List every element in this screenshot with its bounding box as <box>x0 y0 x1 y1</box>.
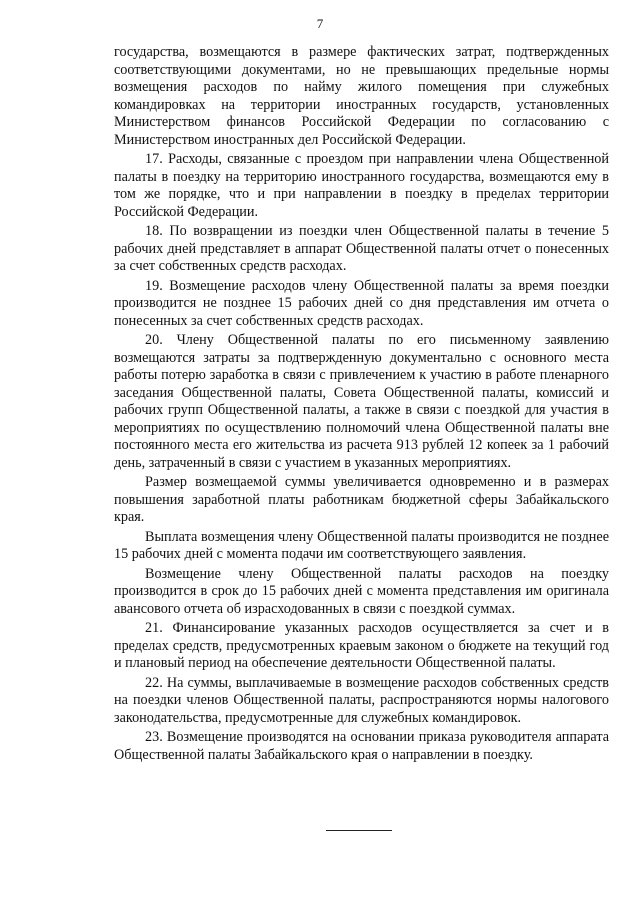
paragraph-19: 19. Возмещение расходов члену Общественной палаты за время поездки производится не позднее 15 рабочих дней со дня представления им отчета о понесенных за счет собственных средств расходах. <box>114 277 609 329</box>
paragraph-21: 21. Финансирование указанных расходов осуществляется за счет и в пределах средств, предусмотренных краевым законом о бюджете на текущий год и плановый период на обеспечение деятельности Общественной палаты. <box>114 620 609 671</box>
document-body <box>114 44 609 766</box>
page-number: 7 <box>316 16 324 31</box>
paragraph-23: 23. Возмещение производятся на основании приказа руководителя аппарата Общественной палаты Забайкальского края о направлении в поездку. <box>114 729 609 763</box>
paragraph-20: 20. Члену Общественной палаты по его письменному заявлению возмещаются затраты за подтвержденную документально с основного места работы потерю заработка в связи с привлечением к участию в работе пленарного заседания Общественной палаты, Совета Общественной палаты, комиссий и рабочих групп Общественной палаты, а также в связи с поездкой для участия в мероприятиях по осуществлению полномочий члена Общественной палаты вне постоянного места его жительства из расчета 913 рублей 12 копеек за 1 рабочий день, затраченный в связи с участием в указанных мероприятиях. <box>114 332 609 471</box>
paragraph-continuation: государства, возмещаются в размере фактических затрат, подтвержденных соответствующими документами, но не превышающих предельные нормы возмещения расходов по найму жилого помещения при служебных командировках на территории иностранных государств, установленных Министерством финансов Российской Федерации по согласованию с Министерством иностранных дел Российской Федерации. <box>114 44 609 148</box>
paragraph-18: 18. По возвращении из поездки член Общественной палаты в течение 5 рабочих дней представляет в аппарат Общественной палаты отчет о понесенных за счет собственных средств расходах. <box>114 223 609 274</box>
paragraph-20-amount-indexation: Размер возмещаемой суммы увеличивается одновременно и в размерах повышения заработной платы работникам бюджетной сферы Забайкальского края. <box>114 474 609 525</box>
paragraph-22: 22. На суммы, выплачиваемые в возмещение расходов собственных средств на поездки членов Общественной палаты, распространяются нормы налогового законодательства, предусмотренные для служебных командировок. <box>114 674 609 726</box>
end-of-document-rule <box>326 830 392 831</box>
paragraph-20-travel-reimbursement: Возмещение члену Общественной палаты расходов на поездку производится в срок до 15 рабочих дней с момента представления им оригинала авансового отчета об израсходованных в связи с поездкой суммах. <box>114 565 609 617</box>
paragraph-20-payment-term: Выплата возмещения члену Общественной палаты производится не позднее 15 рабочих дней с момента подачи им соответствующего заявления. <box>114 528 609 562</box>
paragraph-17: 17. Расходы, связанные с проездом при направлении члена Общественной палаты в поездку на территорию иностранного государства, возмещаются ему в том же порядке, что и при направлении в поездку в пределах территории Российской Федерации. <box>114 151 609 220</box>
